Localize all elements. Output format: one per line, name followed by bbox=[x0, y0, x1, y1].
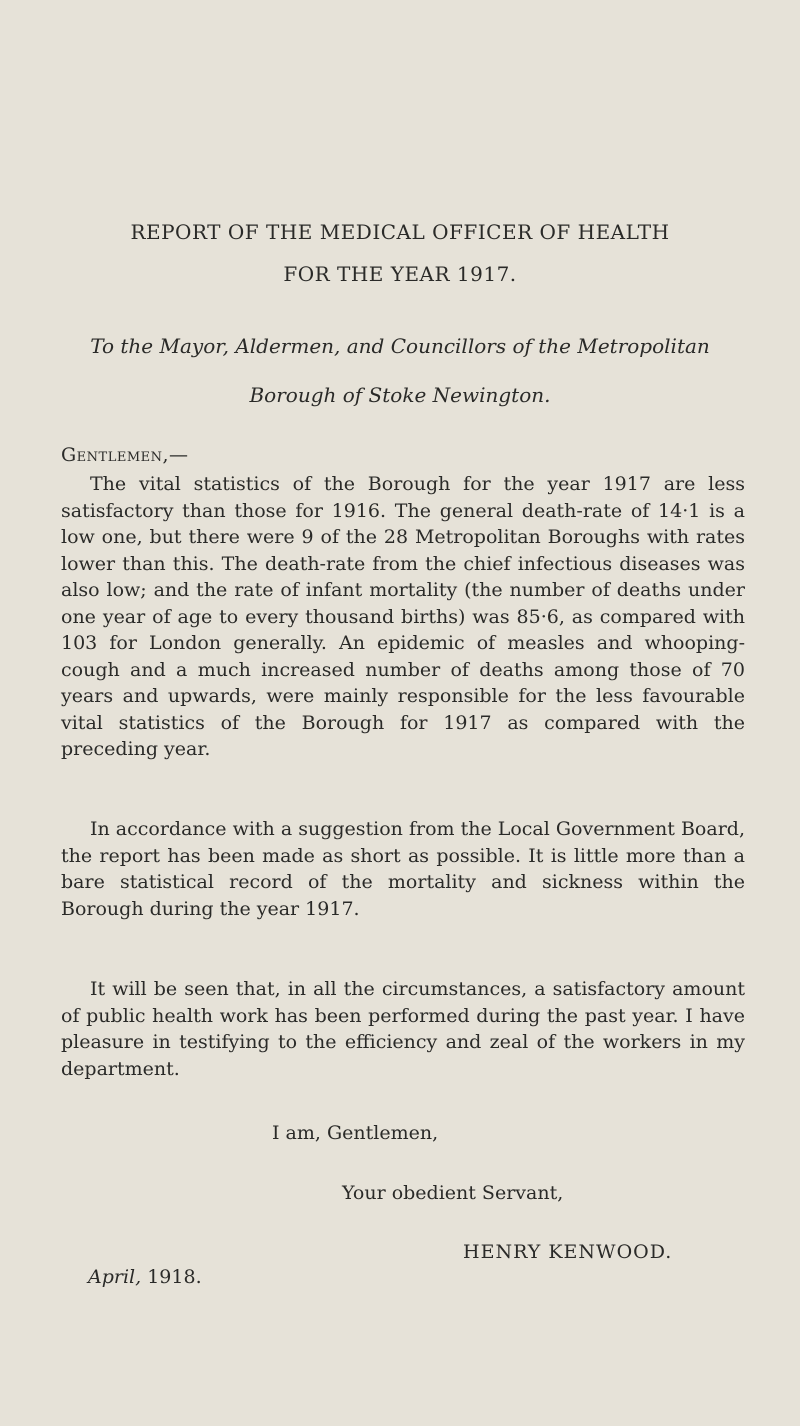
report-title: REPORT OF THE MEDICAL OFFICER OF HEALTH bbox=[130, 220, 670, 244]
report-year: FOR THE YEAR 1917. bbox=[283, 262, 517, 286]
address-line-1: To the Mayor, Aldermen, and Councillors of the Metropolitan bbox=[90, 334, 710, 358]
address-line-2: Borough of Stoke Newington. bbox=[249, 383, 551, 407]
date-month: April, bbox=[88, 1266, 142, 1288]
paragraph-public-health-work: It will be seen that, in all the circumstances, a satisfactory amount of public health work has been performed during the past year. I have pleasure in testifying to the efficiency and zeal of the workers in my department. bbox=[61, 978, 745, 1080]
closing-greeting: I am, Gentlemen, bbox=[272, 1122, 439, 1144]
paragraph-vital-statistics: The vital statistics of the Borough for the year 1917 are less satisfactory than those for 1916. The general death-rate of 14·1 is a low one, but there were 9 of the 28 Metropolitan Boroughs with rates lower than this. The death-rate from the chief infectious diseases was also low; and the rate of infant mortality (the number of deaths under one year of age to every thousand births) was 85·6, as compared with 103 for London generally. An epidemic of measles and whooping-cough and a much increased number of deaths among those of 70 years and upwards, were mainly responsible for the less favourable vital statistics of the Borough for 1917 as compared with the preceding year. bbox=[61, 473, 745, 760]
signature: HENRY KENWOOD. bbox=[463, 1241, 673, 1263]
date-year: 1918. bbox=[147, 1266, 202, 1288]
report-date bbox=[88, 1266, 202, 1288]
paragraph-report-brevity: In accordance with a suggestion from the Local Government Board, the report has been made as short as possible. It is little more than a bare statistical record of the mortality and sickness within the Borough during the year 1917. bbox=[61, 818, 745, 920]
salutation: Gentlemen,— bbox=[61, 444, 189, 466]
closing-servant: Your obedient Servant, bbox=[342, 1182, 564, 1204]
